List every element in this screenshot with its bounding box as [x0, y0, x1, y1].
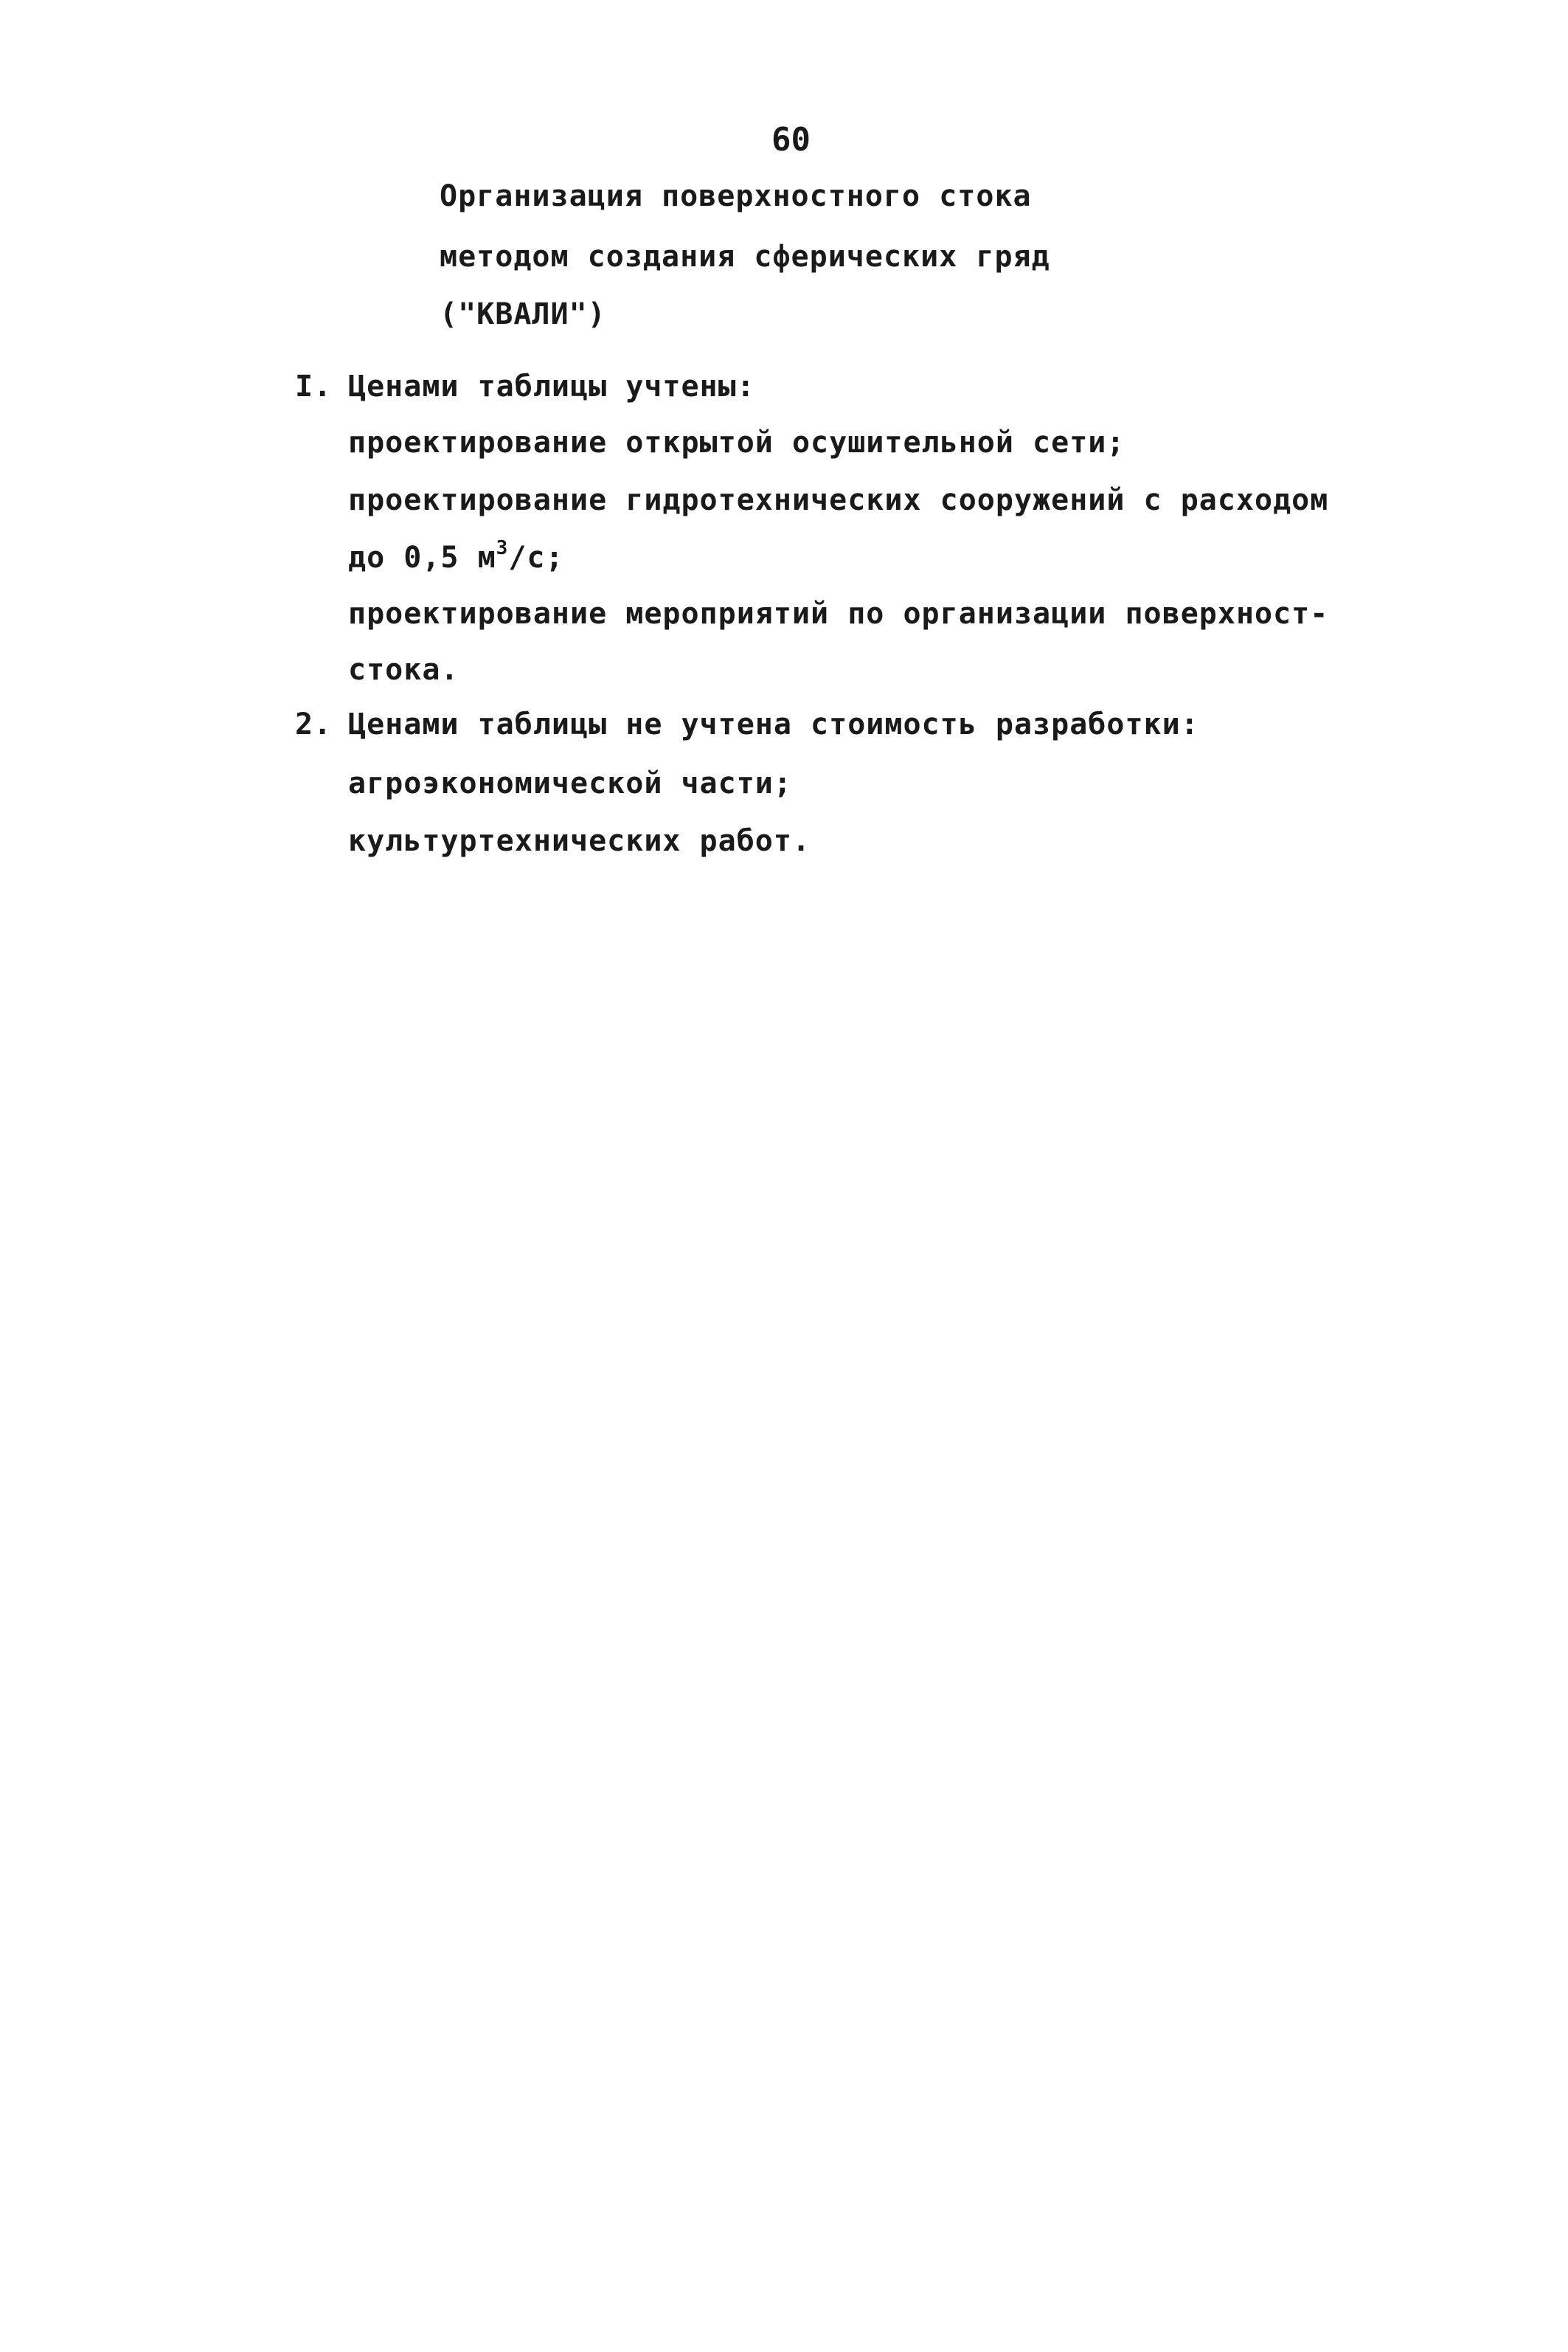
- flow-rate-unit: /с;: [508, 541, 564, 575]
- note-1-item-3-continuation: стока.: [348, 653, 459, 687]
- heading-line-2: методом создания сферических гряд: [440, 240, 1050, 274]
- note-2-number: 2.: [295, 708, 333, 741]
- note-1-item-2: проектирование гидротехнических сооружений с расходом: [348, 483, 1329, 517]
- note-1-title: Ценами таблицы учтены:: [348, 370, 755, 404]
- note-1-item-3: проектирование мероприятий по организации поверхност-: [348, 597, 1329, 631]
- heading-line-1: Организация поверхностного стока: [440, 179, 1032, 213]
- note-2-heading: [295, 705, 1199, 744]
- note-1-heading: [295, 367, 755, 406]
- note-1-item-2-continuation: [348, 536, 564, 577]
- note-2-item-2: культуртехнических работ.: [348, 824, 811, 858]
- note-2-item-1: агроэкономической части;: [348, 767, 792, 800]
- note-2-title: Ценами таблицы не учтена стоимость разработки:: [348, 708, 1199, 741]
- heading-line-3: ("КВАЛИ"): [440, 297, 606, 331]
- page-number: 60: [771, 121, 811, 159]
- superscript-three: 3: [496, 536, 509, 559]
- flow-rate-value: до 0,5 м: [348, 541, 496, 575]
- note-1-item-1: проектирование открытой осушительной сети;: [348, 426, 1125, 460]
- note-1-number: I.: [295, 370, 333, 404]
